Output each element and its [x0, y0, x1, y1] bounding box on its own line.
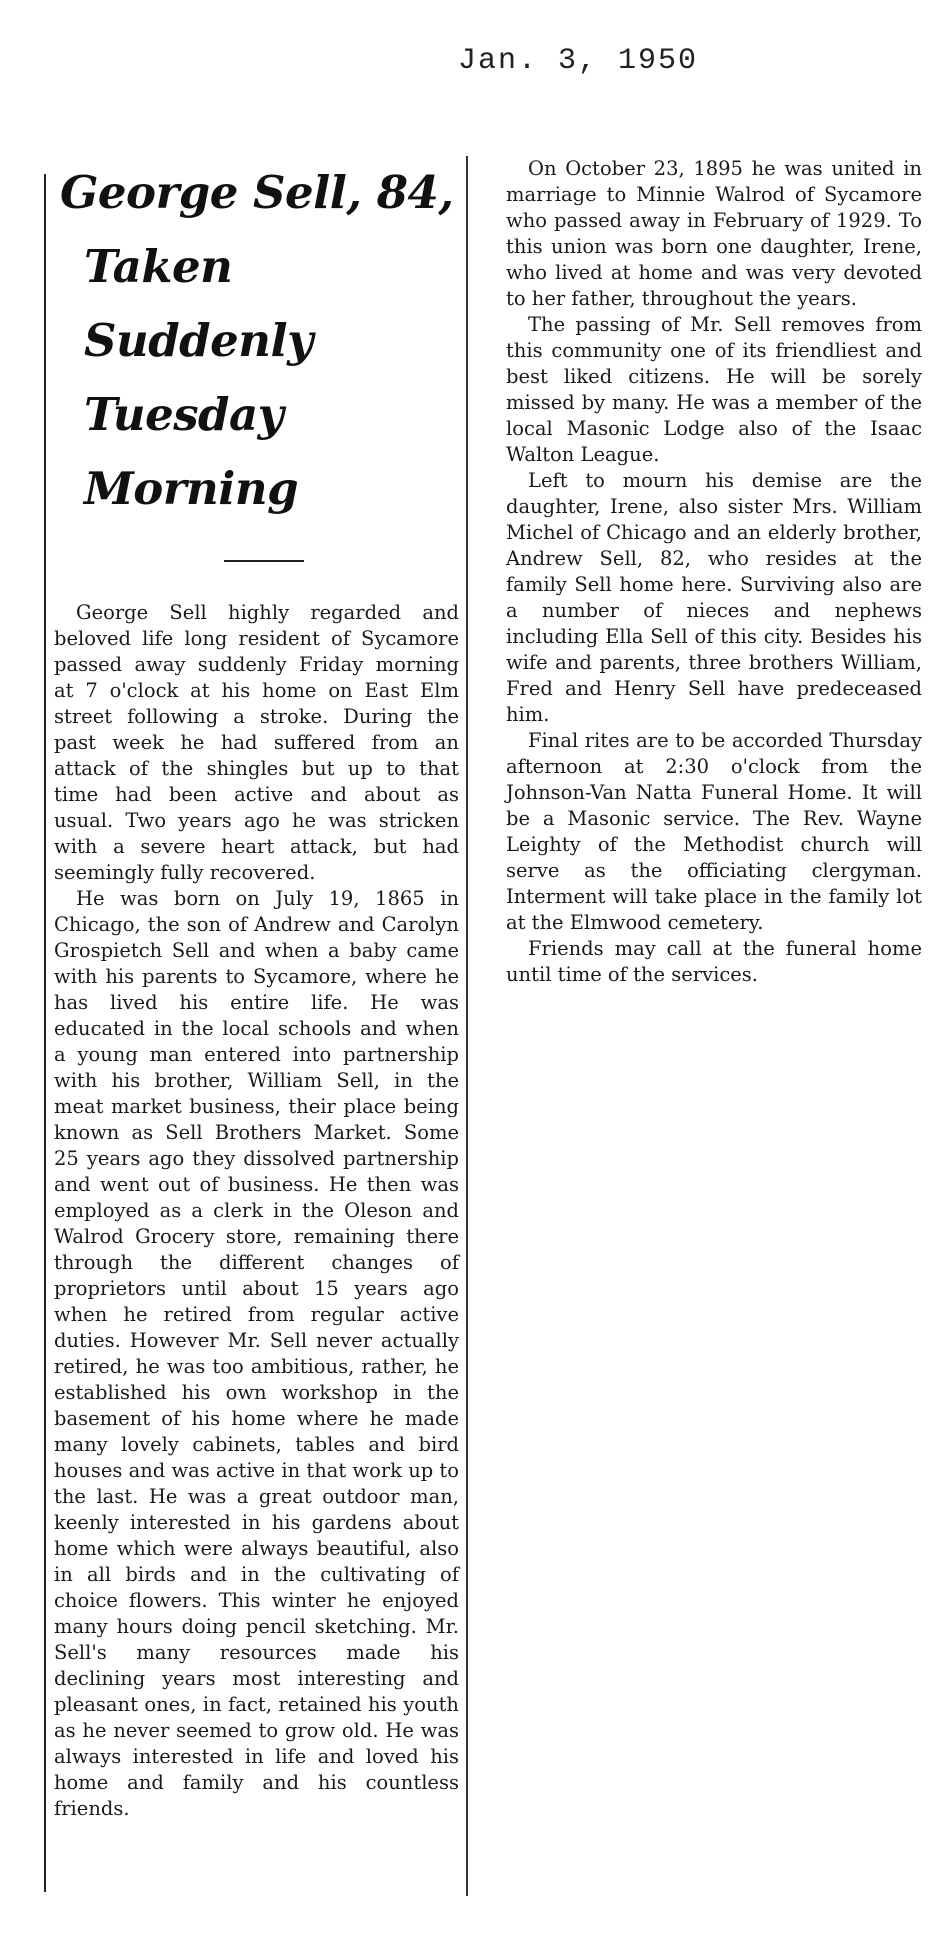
paragraph-visitation: Friends may call at the funeral home until time of the services.	[506, 937, 922, 986]
paragraph-survivors: Left to mourn his demise are the daughter, Irene, also sister Mrs. William Michel of Chicago and an elderly brother, Andrew Sell, 82, who resides at the family Sell home here. Surviving also are a number of nieces and nephews including Ella Sell of this city. Besides his wife and parents, three brothers William, Fred and Henry Sell have predeceased him.	[506, 469, 922, 726]
paragraph-final-rites: Final rites are to be accorded Thursday afternoon at 2:30 o'clock from the Johnson-Van Natta Funeral Home. It will be a Masonic service. The Rev. Wayne Leighty of the Methodist church will serve as the officiating clergyman. Interment will take place in the family lot at the Elmwood cemetery.	[506, 729, 922, 934]
paragraph-intro: George Sell highly regarded and beloved life long resident of Sycamore passed away suddenly Friday morning at 7 o'clock at his home on East Elm street following a stroke. During the past week he had suffered from an attack of the shingles but up to that time had been active and about as usual. Two years ago he was stricken with a severe heart attack, but had seemingly fully recovered.	[54, 601, 459, 884]
column-right	[506, 156, 922, 988]
headline-line-3: Tuesday Morning	[84, 388, 299, 515]
clipping-date: Jan. 3, 1950	[458, 44, 699, 78]
column-rule-middle	[466, 156, 468, 1896]
newspaper-clipping	[44, 156, 922, 1894]
column-rule-left	[44, 174, 46, 1892]
paragraph-biography: He was born on July 19, 1865 in Chicago, the son of Andrew and Carolyn Grospietch Sell and when a baby came with his parents to Sycamore, where he has lived his entire life. He was educated in the local schools and when a young man entered into partnership with his brother, William Sell, in the meat market business, their place being known as Sell Brothers Market. Some 25 years ago they dissolved partnership and went out of business. He then was employed as a clerk in the Oleson and Walrod Grocery store, remaining there through the different changes of proprietors until about 15 years ago when he retired from regular active duties. However Mr. Sell never actually retired, he was too ambitious, rather, he established his own workshop in the basement of his home where he made many lovely cabinets, tables and bird houses and was active in that work up to the last. He was a great outdoor man, keenly interested in his gardens about home which were always beautiful, also in all birds and in the cultivating of choice flowers. This winter he enjoyed many hours doing pencil sketching. Mr. Sell's many resources made his declining years most interesting and pleasant ones, in fact, retained his youth as he never seemed to grow old. He was always interested in life and loved his home and family and his countless friends.	[54, 887, 460, 1820]
column-left	[54, 156, 459, 1822]
paragraph-community: The passing of Mr. Sell removes from this community one of its friendliest and best liked citizens. He will be sorely missed by many. He was a member of the local Masonic Lodge also of the Isaac Walton League.	[506, 313, 922, 466]
headline	[54, 156, 459, 526]
headline-line-1: George Sell, 84,	[60, 166, 454, 219]
paragraph-marriage: On October 23, 1895 he was united in marriage to Minnie Walrod of Sycamore who passed away in February of 1929. To this union was born one daughter, Irene, who lived at home and was very devoted to her father, throughout the years.	[506, 157, 922, 310]
headline-line-2: Taken Suddenly	[84, 240, 313, 367]
headline-divider	[224, 560, 304, 562]
